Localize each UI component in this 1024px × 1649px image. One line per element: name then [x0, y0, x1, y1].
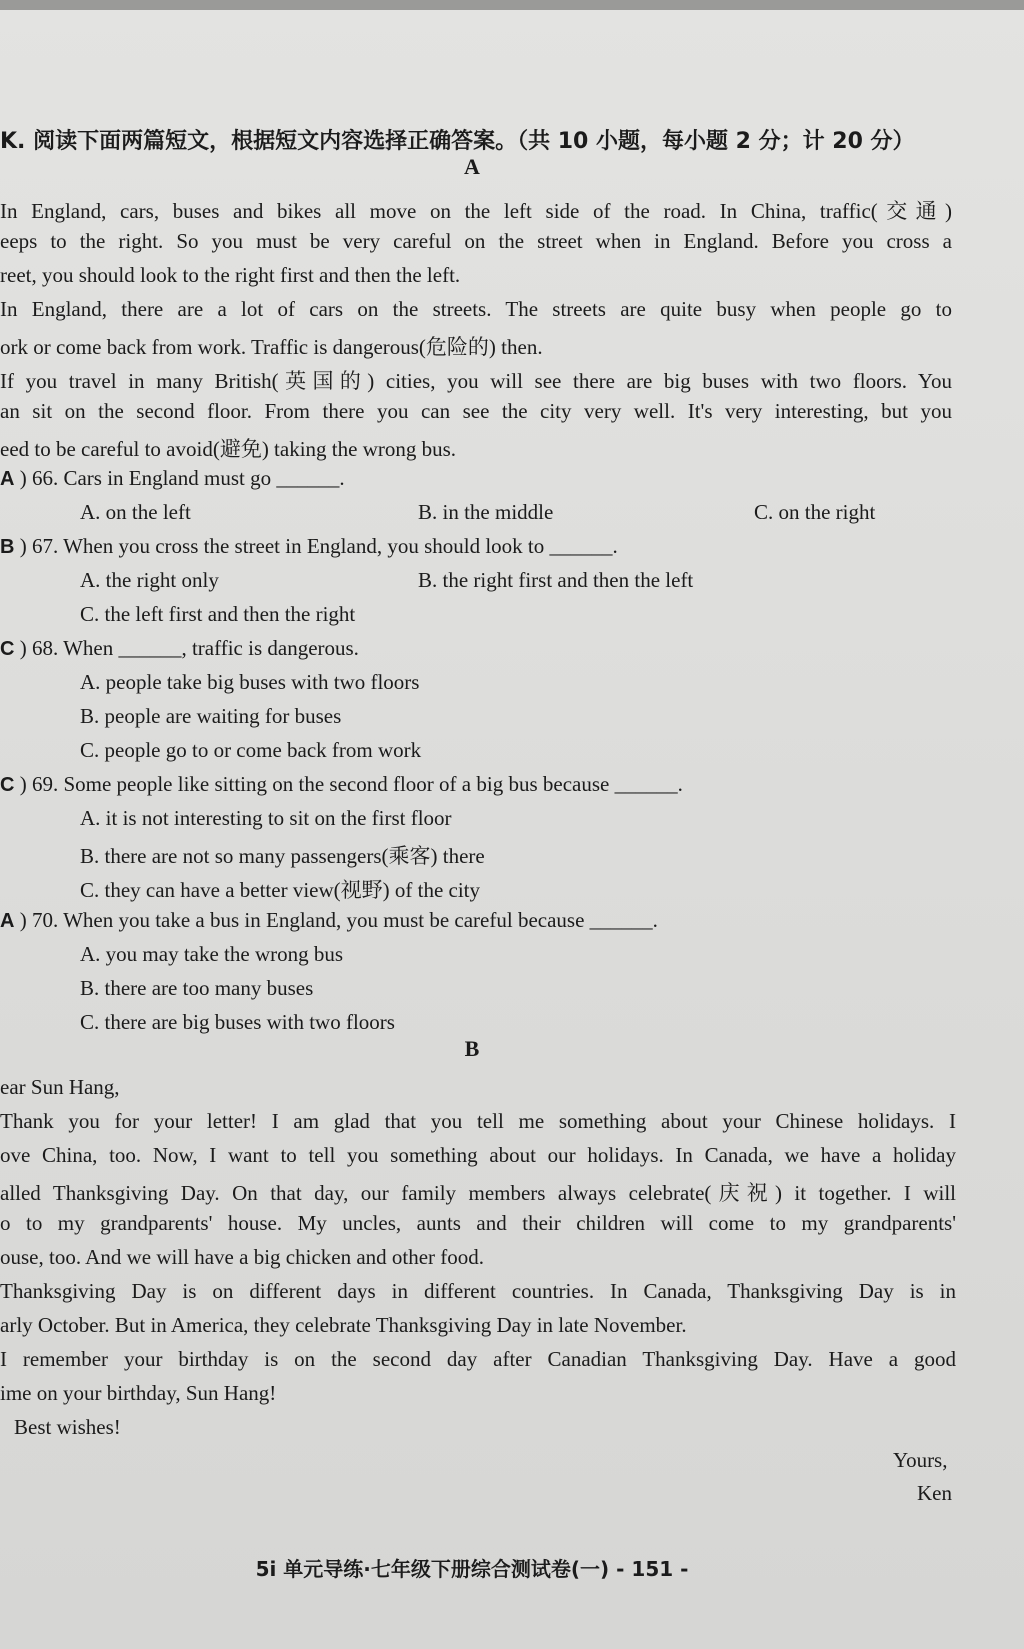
answer-mark: A: [0, 468, 15, 490]
question-text: ) 69. Some people like sitting on the second floor of a big bus because ______.: [19, 772, 683, 796]
answer-mark: A: [0, 910, 15, 932]
question-text: ) 66. Cars in England must go ______.: [19, 466, 345, 490]
page-footer: 5i 单元导练·七年级下册综合测试卷(一) - 151 -: [255, 1557, 689, 1581]
option: B. the right first and then the left: [418, 568, 694, 592]
passage-a-line: ork or come back from work. Traffic is dangerous(危险的) then.: [0, 335, 543, 359]
option: B. people are waiting for buses: [80, 704, 342, 728]
passage-a-line: an sit on the second floor. From there you can see the city very well. It's very interesting, but you: [0, 399, 952, 423]
passage-a-line: In England, there are a lot of cars on the streets. The streets are quite busy when people go to: [0, 297, 952, 321]
option: A. the right only: [80, 568, 219, 592]
section-heading: K. 阅读下面两篇短文，根据短文内容选择正确答案。（共 10 小题，每小题 2 分；计 20 分）: [0, 129, 915, 154]
option: A. you may take the wrong bus: [80, 942, 344, 966]
scan-edge: [0, 0, 1024, 10]
passage-a-line: reet, you should look to the right first and then the left.: [0, 263, 461, 287]
passage-b-label: B: [464, 1036, 480, 1061]
passage-b-line: o to my grandparents' house. My uncles, aunts and their children will come to my grandparents': [0, 1211, 956, 1235]
passage-b-line: ove China, too. Now, I want to tell you something about our holidays. In Canada, we have a holiday: [0, 1143, 956, 1167]
answer-mark: B: [0, 536, 15, 558]
option: B. in the middle: [418, 500, 554, 524]
option: C. the left first and then the right: [80, 602, 356, 626]
question-66: [0, 466, 345, 491]
option: A. it is not interesting to sit on the first floor: [80, 806, 452, 830]
letter-signature: Ken: [917, 1481, 952, 1505]
letter-greeting: ear Sun Hang,: [0, 1075, 120, 1099]
option: C. on the right: [754, 500, 876, 524]
question-69: [0, 772, 683, 797]
answer-mark: C: [0, 638, 15, 660]
passage-a-line: In England, cars, buses and bikes all move on the left side of the road. In China, traffic(交通): [0, 199, 952, 223]
passage-b-line: ouse, too. And we will have a big chicken and other food.: [0, 1245, 485, 1269]
passage-b-line: ime on your birthday, Sun Hang!: [0, 1381, 277, 1405]
letter-closing: Best wishes!: [14, 1415, 121, 1439]
option: B. there are not so many passengers(乘客) there: [80, 844, 485, 868]
passage-b-line: alled Thanksgiving Day. On that day, our family members always celebrate(庆祝) it together. I will: [0, 1181, 956, 1205]
passage-b-line: arly October. But in America, they celebrate Thanksgiving Day in late November.: [0, 1313, 687, 1337]
question-70: [0, 908, 658, 933]
question-text: ) 67. When you cross the street in England, you should look to ______.: [19, 534, 618, 558]
option: C. there are big buses with two floors: [80, 1010, 395, 1034]
question-67: [0, 534, 618, 559]
option: C. people go to or come back from work: [80, 738, 422, 762]
passage-b-line: I remember your birthday is on the second day after Canadian Thanksgiving Day. Have a good: [0, 1347, 956, 1371]
letter-signoff: Yours,: [893, 1448, 948, 1472]
passage-a-line: If you travel in many British(英国的) cities, you will see there are big buses with two floors. You: [0, 369, 952, 393]
option: A. people take big buses with two floors: [80, 670, 420, 694]
question-text: ) 68. When ______, traffic is dangerous.: [19, 636, 359, 660]
answer-mark: C: [0, 774, 15, 796]
passage-b-line: Thank you for your letter! I am glad that you tell me something about your Chinese holidays. I: [0, 1109, 956, 1133]
passage-a-line: eed to be careful to avoid(避免) taking the wrong bus.: [0, 437, 457, 461]
passage-a-label: A: [464, 154, 480, 179]
passage-b-line: Thanksgiving Day is on different days in different countries. In Canada, Thanksgiving Day is in: [0, 1279, 956, 1303]
option: C. they can have a better view(视野) of the city: [80, 878, 481, 902]
passage-a-line: eeps to the right. So you must be very careful on the street when in England. Before you cross a: [0, 229, 952, 253]
question-text: ) 70. When you take a bus in England, you must be careful because ______.: [19, 908, 658, 932]
option: B. there are too many buses: [80, 976, 314, 1000]
option: A. on the left: [80, 500, 191, 524]
question-68: [0, 636, 359, 661]
